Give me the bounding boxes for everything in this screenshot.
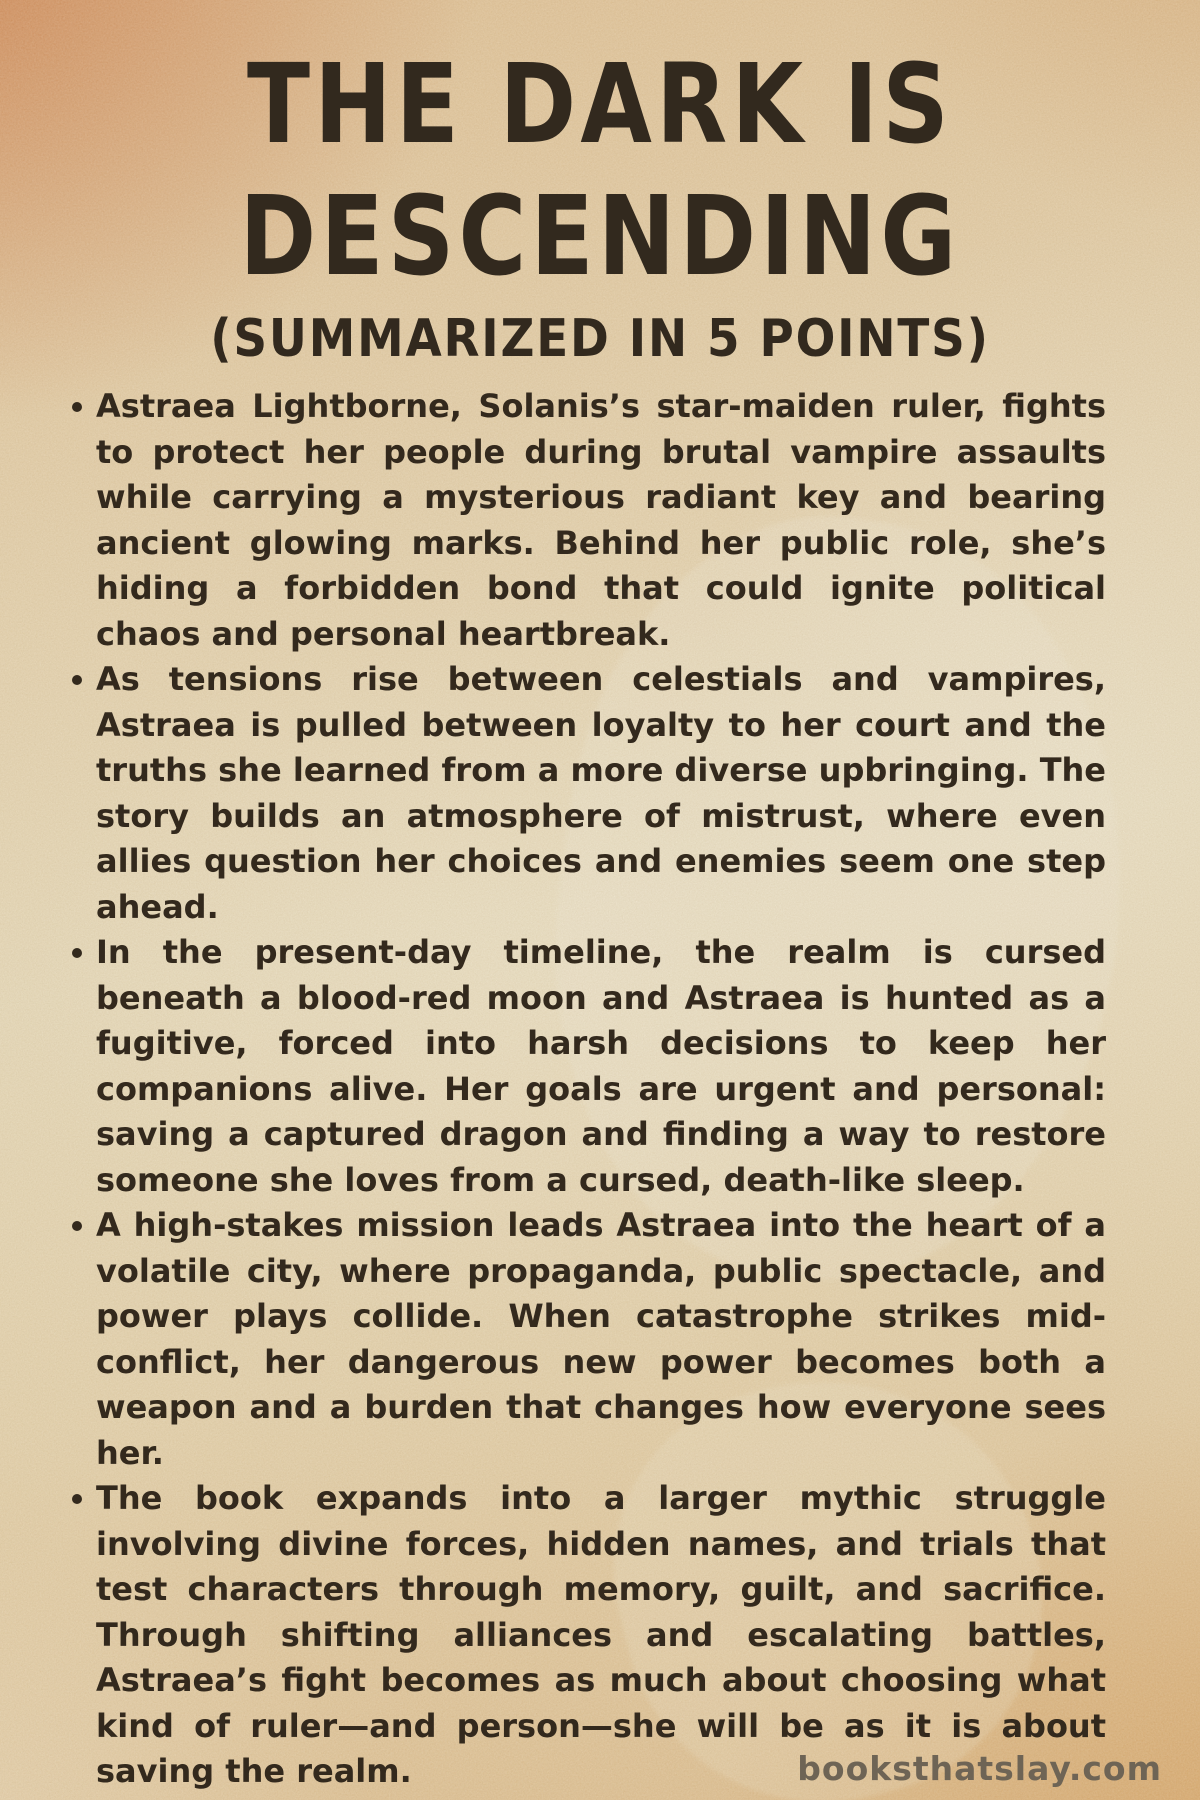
bullet-text: In the present-day timeline, the realm is cursed beneath a blood-red moon and Astraea is hunted as a fugitive, forced into harsh decisions to keep her companions alive. Her goals are urgent and personal: saving a captured dragon and finding a way to restore someone she loves from a cursed, death-like sleep. (96, 933, 1106, 1199)
bullet-text: A high-stakes mission leads Astraea into the heart of a volatile city, where propaganda, public spectacle, and power plays collide. When catastrophe strikes mid-conflict, her dangerous new power becomes both a weapon and a burden that changes how everyone sees her. (96, 1206, 1106, 1472)
page-title-line-2: DESCENDING (239, 172, 961, 300)
bullet-dot-icon (72, 402, 82, 412)
site-watermark: booksthatslay.com (797, 1749, 1162, 1788)
bullet-dot-icon (72, 1494, 82, 1504)
list-item (70, 657, 1106, 930)
page-title-line-1: THE DARK IS (247, 40, 953, 168)
bullet-dot-icon (72, 675, 82, 685)
list-item (70, 1203, 1106, 1476)
page-subtitle: (SUMMARIZED IN 5 POINTS) (210, 309, 990, 369)
bullet-dot-icon (72, 948, 82, 958)
title-block (0, 38, 1200, 367)
bullet-text: As tensions rise between celestials and vampires, Astraea is pulled between loyalty to her court and the truths she learned from a more diverse upbringing. The story builds an atmosphere of mistrust, where even allies question her choices and enemies seem one step ahead. (96, 660, 1106, 926)
bullet-text: The book expands into a larger mythic struggle involving divine forces, hidden names, and trials that test characters through memory, guilt, and sacrifice. Through shifting alliances and escalating battles, Astraea’s fight becomes as much about choosing what kind of ruler—and person—she will be as it is about saving the realm. (96, 1479, 1106, 1790)
bullet-text: Astraea Lightborne, Solanis’s star-maiden ruler, fights to protect her people during brutal vampire assaults while carrying a mysterious radiant key and bearing ancient glowing marks. Behind her public role, she’s hiding a forbidden bond that could ignite political chaos and personal heartbreak. (96, 387, 1106, 653)
bullet-dot-icon (72, 1221, 82, 1231)
list-item (70, 1476, 1106, 1795)
list-item (70, 930, 1106, 1203)
list-item (70, 384, 1106, 657)
summary-bullet-list (70, 384, 1106, 1795)
